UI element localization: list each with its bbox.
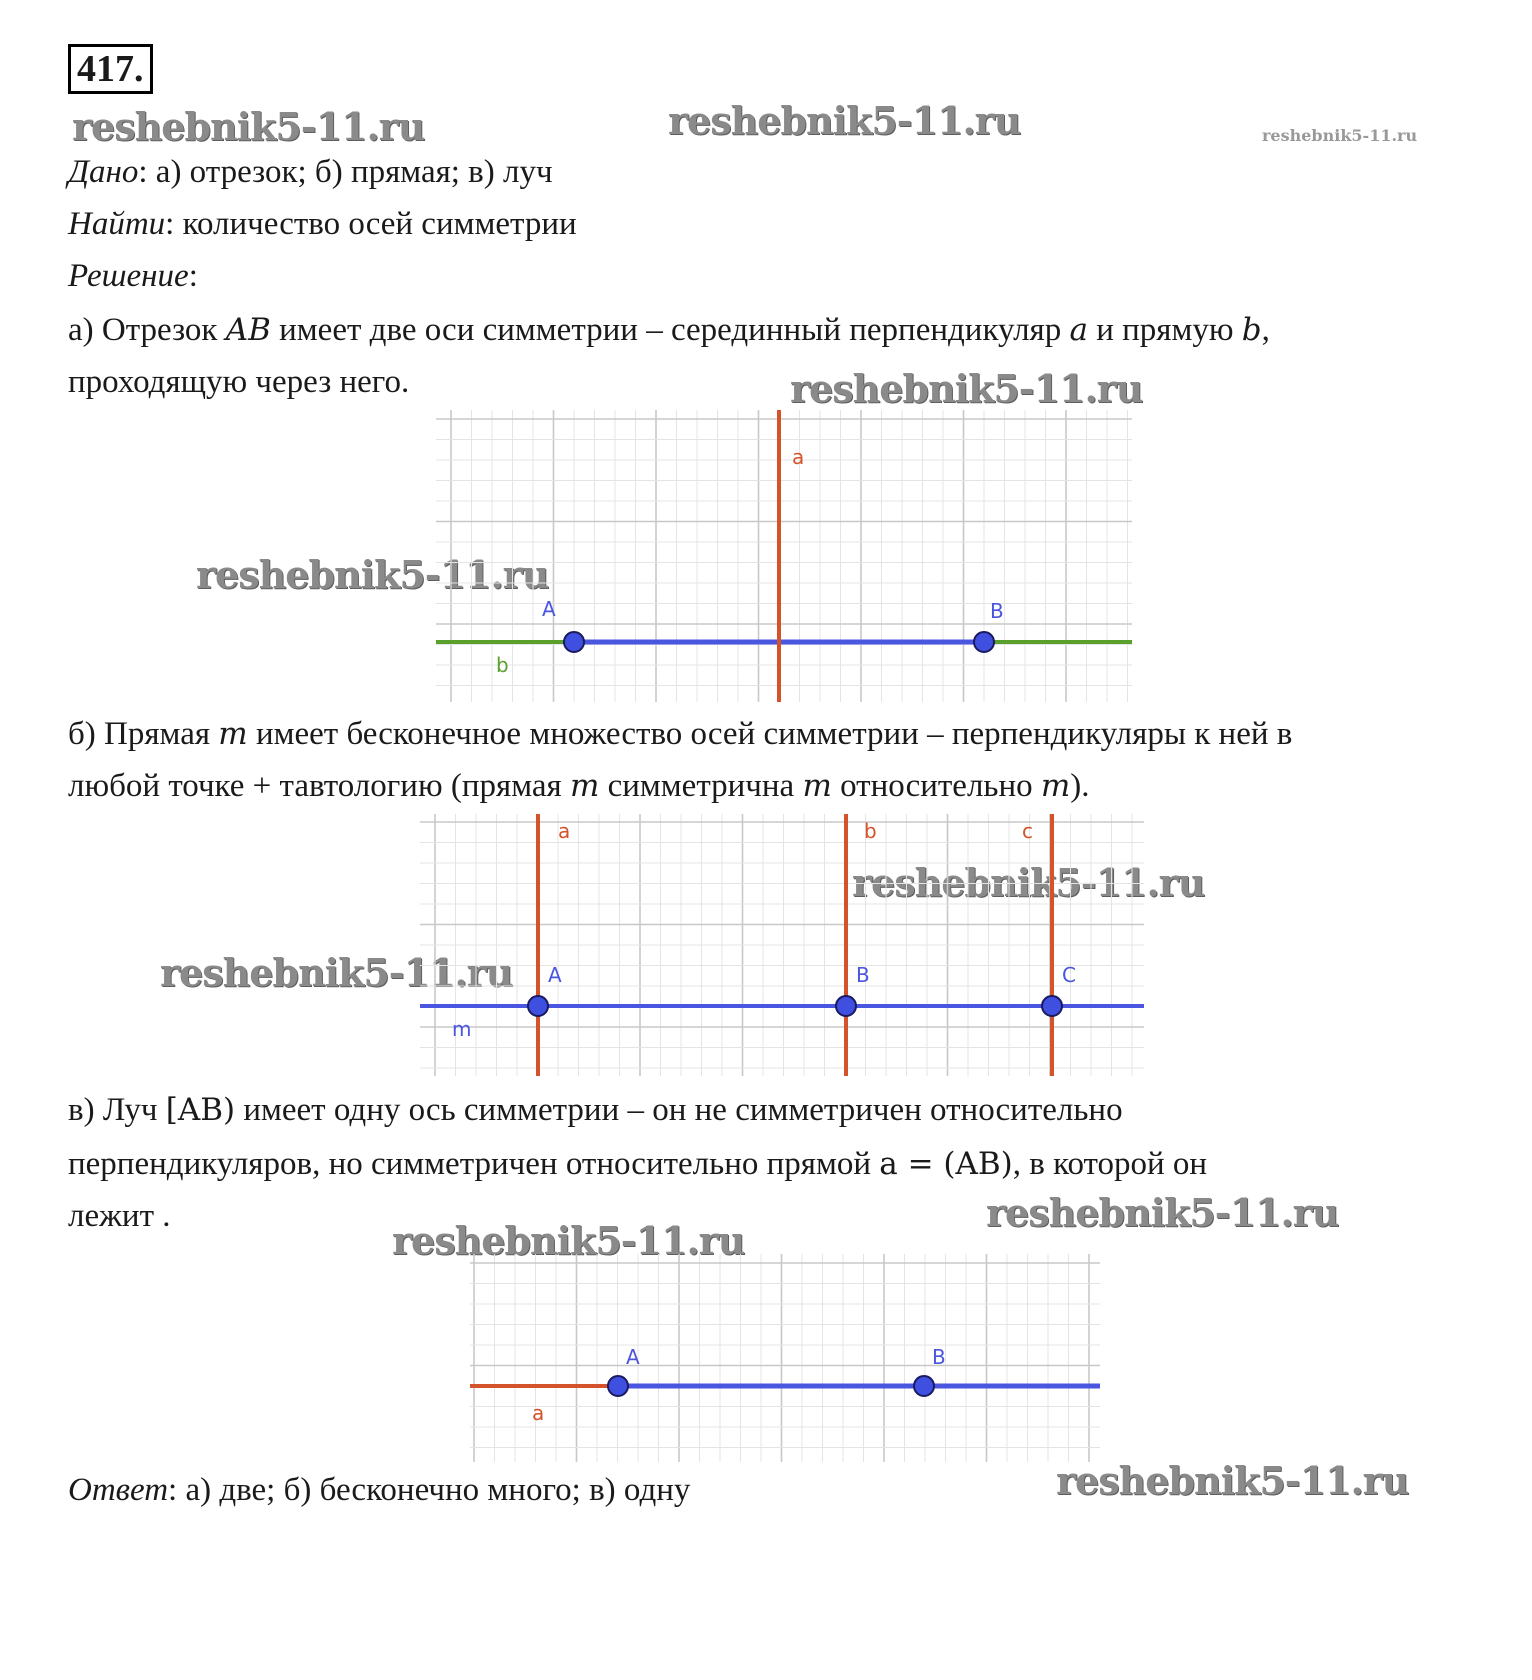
watermark: reshebnik5-11.ru xyxy=(160,950,513,995)
point-a xyxy=(608,1376,628,1396)
watermark: reshebnik5-11.ru xyxy=(196,552,549,597)
point-b xyxy=(914,1376,934,1396)
label-point-b: B xyxy=(932,1345,946,1369)
watermark: reshebnik5-11.ru xyxy=(72,104,425,149)
figure-c xyxy=(470,1254,1100,1462)
point-a xyxy=(528,996,548,1016)
answer-text: : а) две; б) бесконечно много; в) одну xyxy=(168,1472,691,1508)
label-a: a xyxy=(532,1401,545,1425)
label-point-a: A xyxy=(542,597,556,621)
part-c-line1: в) Луч [AB) имеет одну ось симметрии – он не симметричен относительно xyxy=(68,1092,1123,1128)
label-point-b: B xyxy=(856,963,870,987)
label-m: m xyxy=(452,1017,472,1041)
watermark: reshebnik5-11.ru xyxy=(852,860,1205,905)
label-point-a: A xyxy=(548,963,562,987)
figure-a xyxy=(436,410,1132,702)
point-c xyxy=(1042,996,1062,1016)
find-label: Найти xyxy=(68,206,166,242)
point-a xyxy=(564,632,584,652)
watermark: reshebnik5-11.ru xyxy=(392,1218,745,1263)
solution-label: Решение xyxy=(68,258,189,294)
point-b xyxy=(836,996,856,1016)
label-b: b xyxy=(864,819,877,843)
solution-line: Решение: xyxy=(68,258,198,294)
grid xyxy=(436,410,1132,702)
given-label: Дано xyxy=(68,154,139,190)
label-point-b: B xyxy=(990,599,1004,623)
part-a-line2: проходящую через него. xyxy=(68,364,410,400)
given-line xyxy=(68,152,553,192)
figure-b xyxy=(420,814,1144,1076)
label-point-a: A xyxy=(626,1345,640,1369)
part-b-line2: любой точке + тавтологию (прямая m симметрична m относительно m). xyxy=(68,768,1090,804)
find-line xyxy=(68,204,577,244)
part-a-line1: а) Отрезок AB имеет две оси симметрии – серединный перпендикуляр a и прямую b, xyxy=(68,312,1270,348)
part-b-line1: б) Прямая m имеет бесконечное множество осей симметрии – перпендикуляры к ней в xyxy=(68,716,1293,752)
label-a: a xyxy=(558,819,571,843)
find-text: : количество осей симметрии xyxy=(165,206,577,242)
watermark: reshebnik5-11.ru xyxy=(790,366,1143,411)
given-text: : а) отрезок; б) прямая; в) луч xyxy=(138,154,553,190)
watermark: reshebnik5-11.ru xyxy=(986,1190,1339,1235)
part-c-line3: лежит . xyxy=(68,1198,171,1234)
answer-label: Ответ xyxy=(68,1472,169,1508)
grid xyxy=(420,814,1144,1076)
watermark: reshebnik5-11.ru xyxy=(1056,1458,1409,1503)
point-b xyxy=(974,632,994,652)
problem-number: 417. xyxy=(68,44,153,94)
label-b: b xyxy=(496,653,509,677)
watermark: reshebnik5-11.ru xyxy=(1262,126,1418,145)
part-c-line2: перпендикуляров, но симметричен относительно прямой a = (AB), в которой он xyxy=(68,1146,1208,1182)
answer-line xyxy=(68,1470,690,1510)
grid xyxy=(470,1254,1100,1462)
label-a: a xyxy=(792,445,805,469)
label-point-c: C xyxy=(1062,963,1076,987)
watermark: reshebnik5-11.ru xyxy=(668,98,1021,143)
label-c: c xyxy=(1022,819,1033,843)
